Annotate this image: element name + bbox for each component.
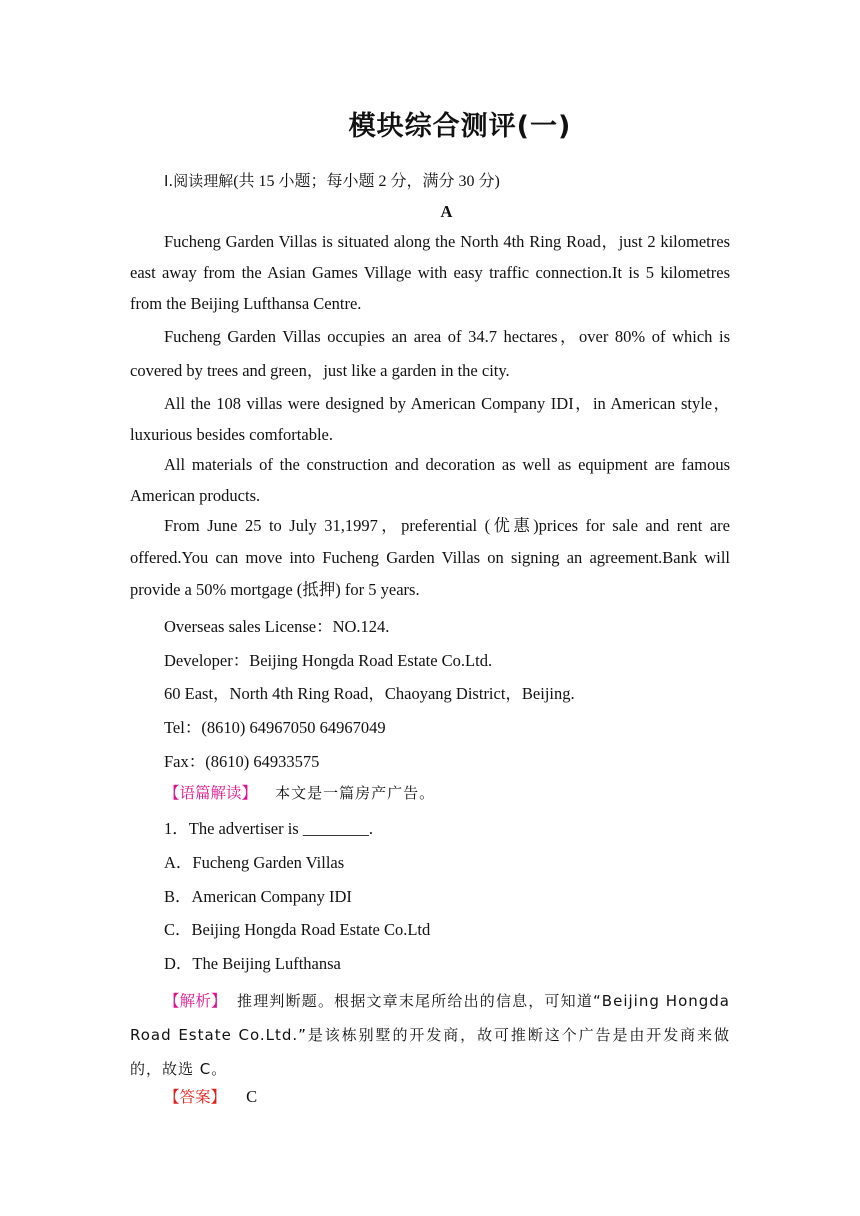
- section-detail: (共 15 小题；每小题 2 分，满分 30 分): [233, 173, 500, 190]
- question-stem: 1．The advertiser is ________.: [164, 819, 373, 838]
- option-c: C．Beijing Hongda Road Estate Co.Ltd: [164, 920, 431, 939]
- answer-tag: 【答案】: [164, 1088, 227, 1106]
- analysis-text: 推理判断题。根据文章末尾所给出的信息，可知道“Beijing Hongda Road Estate Co.Ltd.”是该栋别墅的开发商，故可推断这个广告是由开发商来做的，故选 C。: [130, 992, 730, 1078]
- passage-label: A: [440, 202, 453, 221]
- option-d: D．The Beijing Lufthansa: [164, 954, 341, 973]
- section-label: Ⅰ.阅读理解: [164, 172, 234, 190]
- tel-line: Tel：(8610) 64967050 64967049: [164, 718, 386, 737]
- option-b: B．American Company IDI: [164, 887, 352, 906]
- answer-line: [164, 1085, 257, 1107]
- reading-note: [164, 781, 435, 803]
- reading-note-tag: 【语篇解读】: [164, 784, 258, 802]
- option-a: A．Fucheng Garden Villas: [164, 853, 345, 872]
- license-line: Overseas sales License：NO.124.: [164, 617, 390, 636]
- fax-line: Fax：(8610) 64933575: [164, 752, 320, 771]
- paragraph-location: Fucheng Garden Villas is situated along the North 4th Ring Road，just 2 kilometres east away from the Asian Games Village with easy traffic connection.It is 5 kilometres from the Beijing Lufthansa Centre.: [130, 232, 730, 313]
- page-title: 模块综合测评(一): [348, 111, 572, 142]
- address-line: 60 East，North 4th Ring Road，Chaoyang District，Beijing.: [164, 684, 575, 703]
- section-heading: [164, 168, 500, 191]
- paragraph-materials: All materials of the construction and decoration as well as equipment are famous American products.: [130, 455, 730, 505]
- paragraph-offer: From June 25 to July 31,1997，preferential (优惠)prices for sale and rent are offered.You can move into Fucheng Garden Villas on signing an agreement.Bank will provide a 50% mortgage (抵押) for 5 years.: [130, 516, 730, 599]
- paragraph-design: All the 108 villas were designed by American Company IDI，in American style，luxurious besides comfortable.: [130, 394, 730, 444]
- developer-line: Developer：Beijing Hongda Road Estate Co.Ltd.: [164, 651, 493, 670]
- answer-value: C: [246, 1087, 258, 1106]
- reading-note-text: 本文是一篇房产广告。: [275, 784, 436, 802]
- paragraph-area: Fucheng Garden Villas occupies an area of 34.7 hectares，over 80% of which is covered by trees and green，just like a garden in the city.: [130, 327, 730, 380]
- analysis-block: [130, 984, 730, 1086]
- analysis-tag: 【解析】: [164, 992, 227, 1010]
